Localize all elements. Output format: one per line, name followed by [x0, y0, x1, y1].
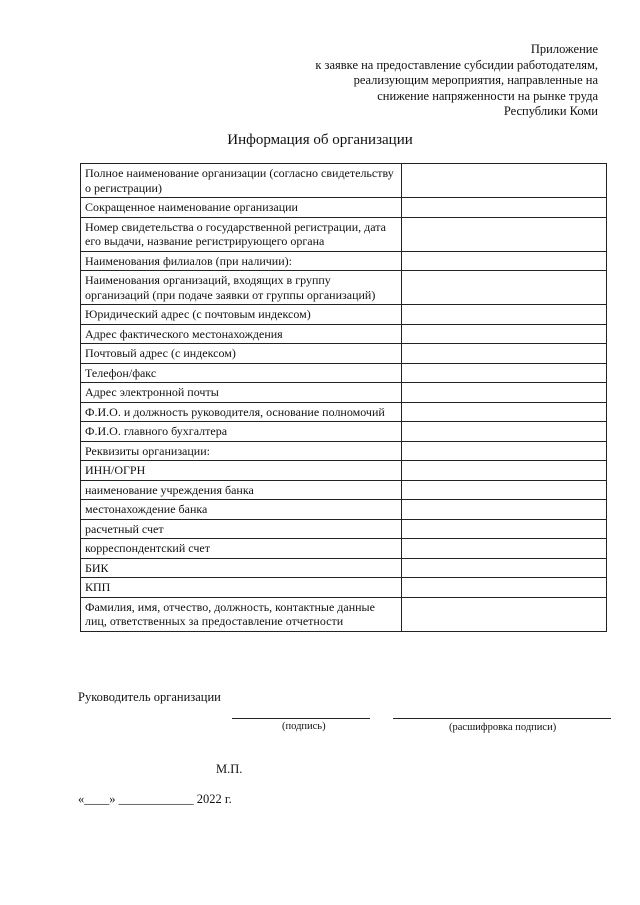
decoding-caption: (расшифровка подписи): [449, 722, 557, 733]
row-label: Ф.И.О. главного бухгалтера: [81, 422, 402, 442]
page-title: Информация об организации: [227, 132, 413, 148]
row-value-field[interactable]: [401, 305, 606, 325]
appendix-header: [315, 42, 598, 120]
row-value-field[interactable]: [401, 344, 606, 364]
row-value-field[interactable]: [401, 422, 606, 442]
row-value-field[interactable]: [401, 217, 606, 251]
row-value-field[interactable]: [401, 324, 606, 344]
row-label: Ф.И.О. и должность руководителя, основание полномочий: [81, 402, 402, 422]
table-row: [81, 519, 607, 539]
row-value-field[interactable]: [401, 363, 606, 383]
row-value-field[interactable]: [401, 500, 606, 520]
row-label: Адрес фактического местонахождения: [81, 324, 402, 344]
table-row: [81, 344, 607, 364]
row-label: ИНН/ОГРН: [81, 461, 402, 481]
table-row: [81, 402, 607, 422]
row-label: местонахождение банка: [81, 500, 402, 520]
table-row: [81, 363, 607, 383]
row-value-field[interactable]: [401, 164, 606, 198]
table-row: [81, 251, 607, 271]
table-row: [81, 305, 607, 325]
row-label: Полное наименование организации (согласно свидетельству о регистрации): [81, 164, 402, 198]
row-label: Номер свидетельства о государственной регистрации, дата его выдачи, название регистрирующего органа: [81, 217, 402, 251]
date-field[interactable]: «____» ____________ 2022 г.: [78, 792, 232, 806]
header-line: к заявке на предоставление субсидии работодателям,: [315, 57, 598, 72]
row-value-field[interactable]: [401, 402, 606, 422]
table-row: [81, 271, 607, 305]
row-value-field[interactable]: [401, 558, 606, 578]
row-label: Наименования организаций, входящих в группу организаций (при подаче заявки от группы организаций): [81, 271, 402, 305]
row-label: Телефон/факс: [81, 363, 402, 383]
row-label: Сокращенное наименование организации: [81, 198, 402, 218]
table-row: [81, 383, 607, 403]
row-label: Фамилия, имя, отчество, должность, контактные данные лиц, ответственных за предоставление отчетности: [81, 597, 402, 631]
signature-line[interactable]: [232, 718, 370, 719]
table-row: [81, 441, 607, 461]
row-value-field[interactable]: [401, 441, 606, 461]
header-line: снижение напряженности на рынке труда: [377, 88, 598, 103]
row-value-field[interactable]: [401, 461, 606, 481]
head-label: Руководитель организации: [78, 690, 221, 704]
table-row: [81, 198, 607, 218]
table-row: [81, 597, 607, 631]
row-label: наименование учреждения банка: [81, 480, 402, 500]
table-row: [81, 480, 607, 500]
row-value-field[interactable]: [401, 578, 606, 598]
table-row: [81, 164, 607, 198]
table-row: [81, 217, 607, 251]
row-value-field[interactable]: [401, 480, 606, 500]
signature-caption: (подпись): [282, 721, 326, 732]
row-label: Почтовый адрес (с индексом): [81, 344, 402, 364]
table-row: [81, 422, 607, 442]
row-value-field[interactable]: [401, 383, 606, 403]
table-row: [81, 539, 607, 559]
stamp-label: М.П.: [216, 762, 243, 776]
organization-info-table: [80, 163, 607, 632]
header-line: реализующим мероприятия, направленные на: [353, 73, 598, 87]
row-value-field[interactable]: [401, 198, 606, 218]
row-value-field[interactable]: [401, 597, 606, 631]
header-line: Республики Коми: [503, 104, 598, 118]
signature-decoding-line[interactable]: [393, 718, 611, 719]
row-label: КПП: [81, 578, 402, 598]
row-label: Реквизиты организации:: [81, 441, 402, 461]
row-label: Адрес электронной почты: [81, 383, 402, 403]
table-row: [81, 324, 607, 344]
table-row: [81, 500, 607, 520]
header-line: Приложение: [530, 42, 598, 56]
row-label: Юридический адрес (с почтовым индексом): [81, 305, 402, 325]
row-value-field[interactable]: [401, 251, 606, 271]
table-row: [81, 558, 607, 578]
row-label: корреспондентский счет: [81, 539, 402, 559]
row-value-field[interactable]: [401, 271, 606, 305]
table-row: [81, 578, 607, 598]
table-row: [81, 461, 607, 481]
row-label: Наименования филиалов (при наличии):: [81, 251, 402, 271]
row-value-field[interactable]: [401, 519, 606, 539]
row-label: БИК: [81, 558, 402, 578]
row-label: расчетный счет: [81, 519, 402, 539]
row-value-field[interactable]: [401, 539, 606, 559]
